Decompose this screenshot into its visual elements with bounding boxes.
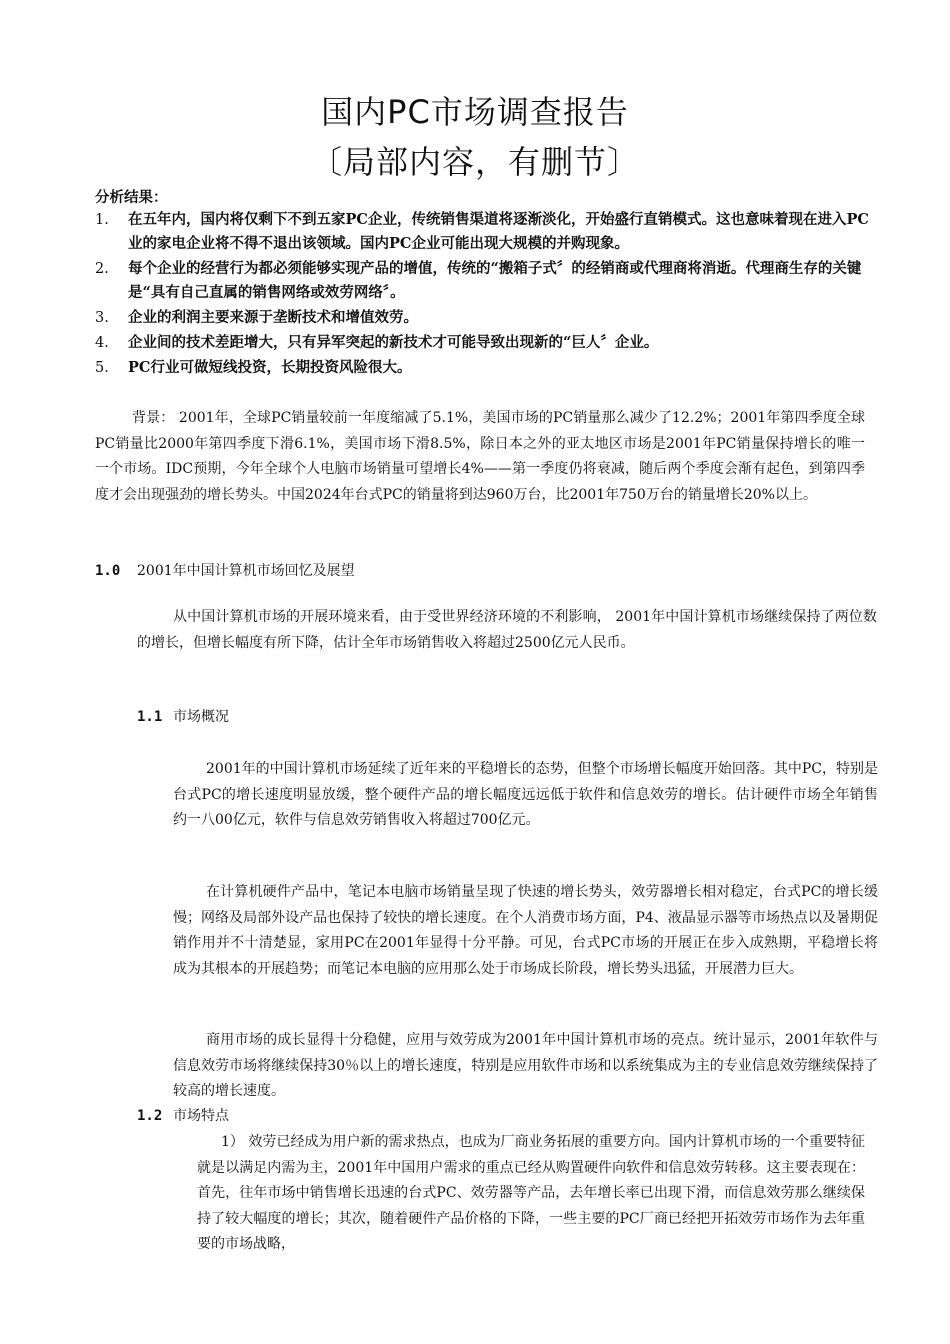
list-number: 1. (95, 212, 109, 228)
section-number: 1.0 (95, 563, 121, 579)
section-title: 2001年中国计算机市场回忆及展望 (137, 563, 355, 579)
analysis-item (95, 356, 875, 380)
list-text: PC行业可做短线投资，长期投资风险很大。 (128, 359, 412, 376)
section-1-1-heading (137, 705, 229, 729)
list-number: 5. (95, 360, 109, 376)
list-text: 企业的利润主要来源于垄断技术和增值效劳。 (128, 309, 418, 326)
analysis-list (95, 208, 875, 381)
section-1-2-heading (137, 1104, 229, 1128)
section-title: 市场概况 (173, 709, 229, 725)
section-1-0-paragraph: 从中国计算机市场的开展环境来看，由于受世界经济环境的不利影响， 2001年中国计算机市场继续保持了两位数的增长，但增长幅度有所下降，估计全年市场销售收入将超过2500亿元人民币。 (137, 609, 877, 651)
list-number: 2. (95, 261, 109, 277)
background-paragraph: 背景： 2001年，全球PC销量较前一年度缩减了5.1%，美国市场的PC销量那么减少了12.2%；2001年第四季度全球PC销量比2000年第四季度下滑6.1%，美国市场下滑8.5%，除日本之外的亚太地区市场是2001年PC销量保持增长的唯一一个市场。IDC预期，今年全球个人电脑市场销量可望增长4%——第一季度仍将衰减，随后两个季度会渐有起色，到第四季度才会出现强劲的增长势头。中国2024年台式PC的销量将到达960万台，比2001年750万台的销量增长20%以上。 (95, 410, 865, 503)
section-1-0-heading (95, 559, 355, 583)
analysis-item (95, 306, 875, 330)
report-subtitle: 〔局部内容，有删节〕 (309, 143, 640, 181)
section-1-1-paragraph-1: 2001年的中国计算机市场延续了近年来的平稳增长的态势，但整个市场增长幅度开始回落。其中PC，特别是台式PC的增长速度明显放缓，整个硬件产品的增长幅度远远低于软件和信息效劳的增长。估计硬件市场全年销售约一八00亿元，软件与信息效劳销售收入将超过700亿元。 (173, 761, 878, 829)
list-number: 4. (95, 335, 109, 351)
section-number: 1.1 (137, 709, 163, 725)
section-1-1-paragraph-3: 商用市场的成长显得十分稳健，应用与效劳成为2001年中国计算机市场的亮点。统计显示，2001年软件与信息效劳市场将继续保持30％以上的增长速度，特别是应用软件市场和以系统集成为主的专业信息效劳继续保持了较高的增长速度。 (173, 1032, 878, 1100)
analysis-item (95, 331, 875, 355)
section-1-1-paragraph-2: 在计算机硬件产品中，笔记本电脑市场销量呈现了快速的增长势头，效劳器增长相对稳定，台式PC的增长缓慢；网络及局部外设产品也保持了较快的增长速度。在个人消费市场方面，P4、液晶显示器等市场热点以及暑期促销作用并不十清楚显，家用PC在2001年显得十分平静。可见，台式PC市场的开展正在步入成熟期，平稳增长将成为其根本的开展趋势；而笔记本电脑的应用那么处于市场成长阶段，增长势头迅猛，开展潜力巨大。 (173, 884, 878, 977)
section-1-2-paragraph: 1） 效劳已经成为用户新的需求热点，也成为厂商业务拓展的重要方向。国内计算机市场的一个重要特征就是以满足内需为主，2001年中国用户需求的重点已经从购置硬件向软件和信息效劳转移。这主要表现在：首先，往年市场中销售增长迅速的台式PC、效劳器等产品，去年增长率已出现下滑，而信息效劳那么继续保持了较大幅度的增长；其次，随着硬件产品价格的下降，一些主要的PC厂商已经把开拓效劳市场作为去年重要的市场战略， (197, 1134, 865, 1253)
list-text: 企业间的技术差距增大，只有异军突起的新技术才可能导致出现新的“巨人〞企业。 (128, 334, 659, 351)
list-number: 3. (95, 310, 109, 326)
section-number: 1.2 (137, 1108, 163, 1124)
report-title: 国内PC市场调查报告 (321, 93, 629, 131)
section-title: 市场特点 (173, 1108, 229, 1124)
analysis-item (95, 257, 875, 305)
analysis-item (95, 208, 875, 256)
analysis-heading: 分析结果： (95, 189, 168, 206)
list-text: 每个企业的经营行为都必须能够实现产品的增值，传统的“搬箱子式〞的经销商或代理商将消逝。代理商生存的关键是“具有自己直属的销售网络或效劳网络〞。 (128, 260, 862, 301)
list-text: 在五年内，国内将仅剩下不到五家PC企业，传统销售渠道将逐渐淡化，开始盛行直销模式。这也意味着现在进入PC业的家电企业将不得不退出该领域。国内PC企业可能出现大规模的并购现象。 (128, 211, 869, 252)
